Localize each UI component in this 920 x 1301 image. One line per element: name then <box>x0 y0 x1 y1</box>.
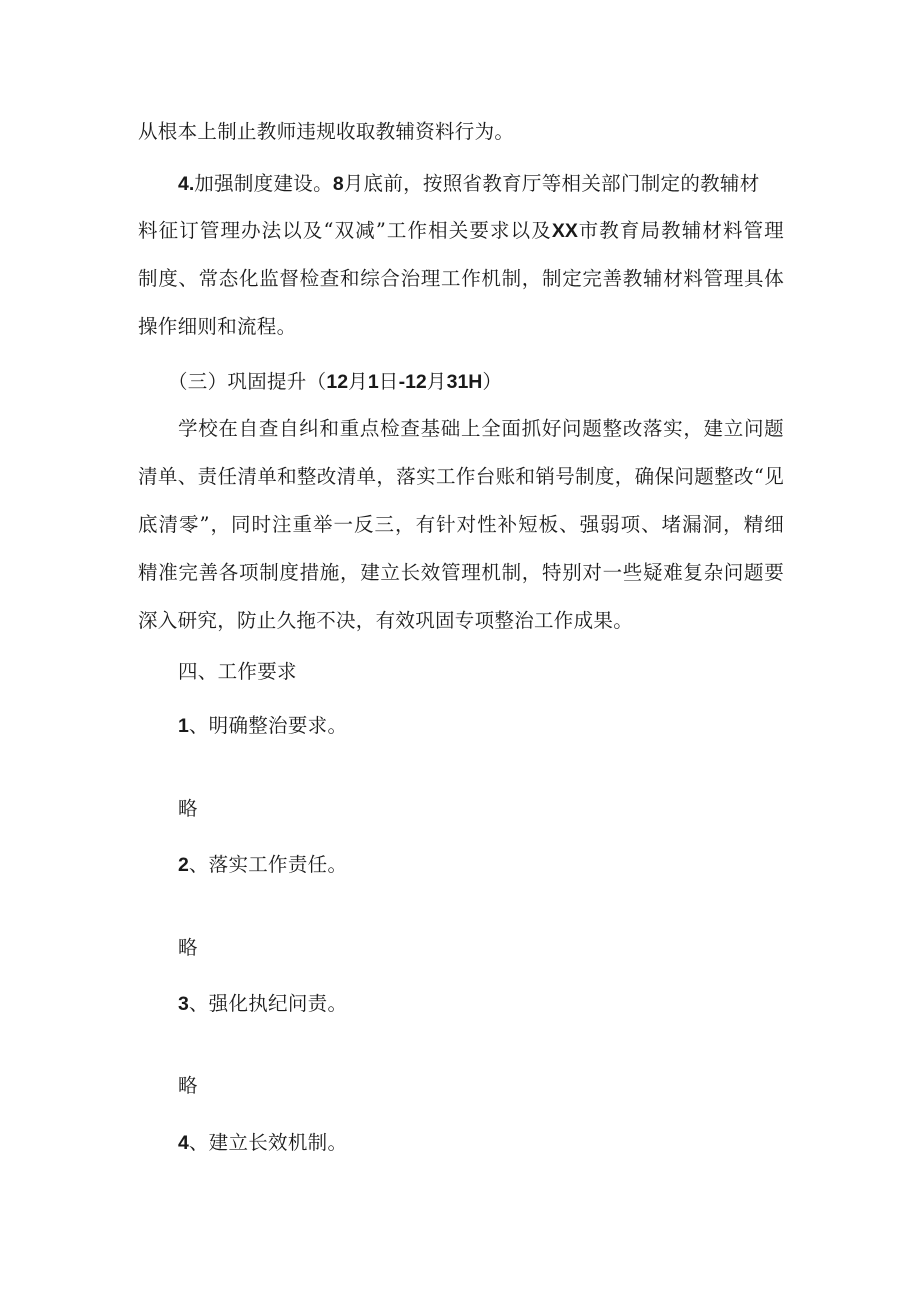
item-body <box>178 797 198 821</box>
section-heading <box>168 370 502 394</box>
number: 8 <box>332 173 344 195</box>
number: 12 <box>326 371 349 393</box>
text: 略 <box>178 797 198 820</box>
text: 料征订管理办法以及“双减”工作相关要求以及 <box>138 219 552 242</box>
paragraph-line <box>138 267 784 291</box>
item-body <box>178 1074 198 1098</box>
list-item <box>178 992 347 1016</box>
text: 深入研究，防止久拖不决，有效巩固专项整治工作成果。 <box>138 609 634 632</box>
text: 精准完善各项制度措施，建立长效管理机制，特别对一些疑难复杂问题要 <box>138 561 784 584</box>
item-body <box>178 936 198 960</box>
item-title: 、强化执纪问责。 <box>188 992 348 1015</box>
paragraph-line <box>138 513 784 537</box>
item-title: 、建立长效机制。 <box>188 1131 348 1154</box>
paragraph-line <box>138 465 784 489</box>
text: 制度、常态化监督检查和综合治理工作机制，制定完善教辅材料管理具体 <box>138 267 784 290</box>
item-title: 、落实工作责任。 <box>188 853 348 876</box>
item-number: 2 <box>178 854 189 876</box>
text: 日 <box>378 370 399 393</box>
text: 略 <box>178 1074 198 1097</box>
paragraph-line <box>178 417 784 441</box>
text: 学校在自查自纠和重点检查基础上全面抓好问题整改落实，建立问题 <box>178 417 784 440</box>
paragraph-line <box>138 315 296 339</box>
paragraph-line <box>138 120 514 144</box>
text: 清单、责任清单和整改清单，落实工作台账和销号制度，确保问题整改“见 <box>138 465 784 488</box>
text: 从根本上制止教师违规收取教辅资料行为。 <box>138 120 515 143</box>
item-number: 1 <box>178 715 189 737</box>
text: 月 <box>348 370 368 393</box>
list-item <box>178 714 347 738</box>
number: -12 <box>398 371 427 393</box>
text: 四、工作要求 <box>178 660 297 683</box>
text: 加强制度建设。 <box>194 172 333 195</box>
text: 底清零”，同时注重举一反三，有针对性补短板、强弱项、堵漏洞，精细 <box>138 513 784 536</box>
item-title: 、明确整治要求。 <box>188 714 348 737</box>
item-number: 4. <box>178 173 195 195</box>
text: 月底前，按照省教育厅等相关部门制定的教辅材 <box>343 172 760 195</box>
text: 略 <box>178 936 198 959</box>
paragraph-line <box>138 219 784 243</box>
item-number: 3 <box>178 993 189 1015</box>
number: 31H <box>446 371 483 393</box>
paragraph-line <box>178 172 760 196</box>
text: 月 <box>426 370 447 393</box>
section-heading <box>178 660 297 684</box>
text: 操作细则和流程。 <box>138 315 297 338</box>
placeholder-code: XX <box>551 220 578 242</box>
list-item <box>178 853 347 877</box>
text: ） <box>482 370 503 393</box>
text: 市教育局教辅材料管理 <box>577 219 784 242</box>
number: 1 <box>367 371 379 393</box>
paragraph-line <box>138 561 784 585</box>
text: （三）巩固提升（ <box>168 370 327 393</box>
item-number: 4 <box>178 1132 189 1154</box>
list-item <box>178 1131 347 1155</box>
paragraph-line <box>138 609 633 633</box>
